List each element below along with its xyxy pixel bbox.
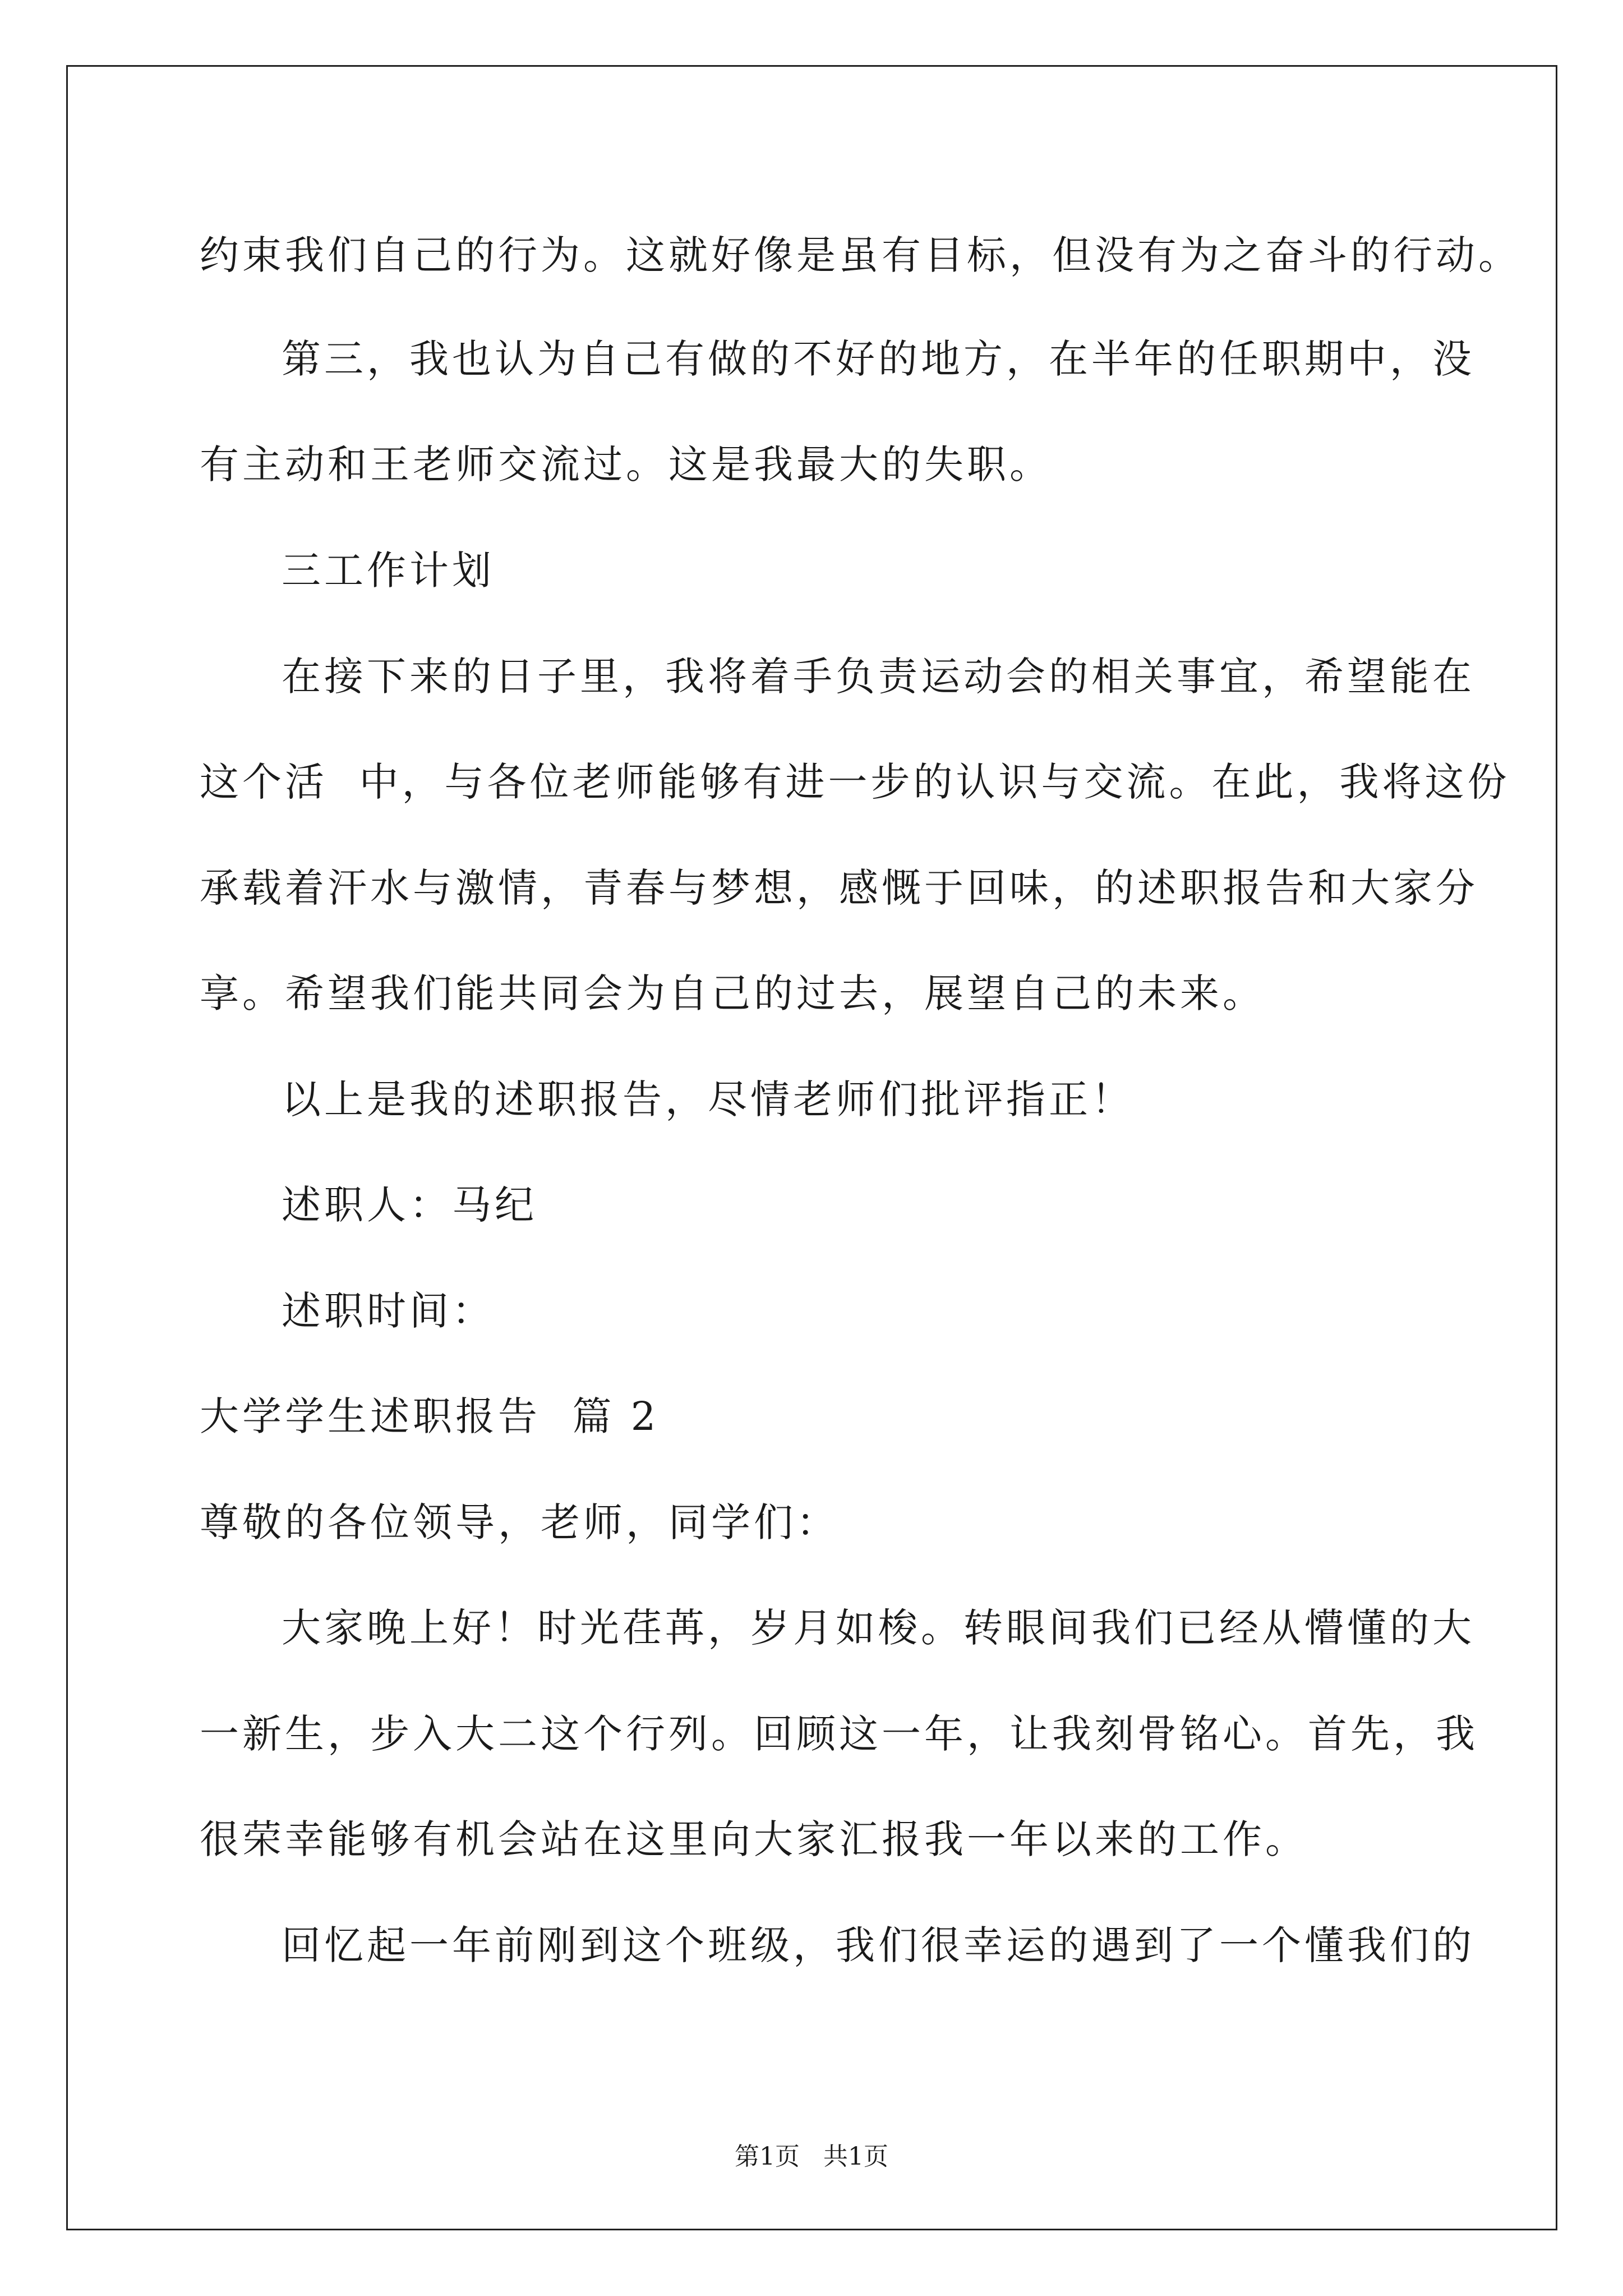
article-title: 大学学生述职报告 篇 2: [200, 1393, 660, 1439]
text-line-3: 有主动和王老师交流过。这是我最大的失职。: [200, 441, 1052, 487]
text-line-16: 很荣幸能够有机会站在这里向大家汇报我一年以来的工作。: [200, 1816, 1308, 1862]
salutation: 尊敬的各位领导，老师，同学们：: [200, 1499, 839, 1545]
page-border: [66, 65, 1557, 2230]
section-heading-work-plan: 三工作计划: [282, 547, 495, 593]
text-line-14: 大家晚上好！时光荏苒，岁月如梭。转眼间我们已经从懵懂的大: [282, 1605, 1475, 1651]
text-line-1: 约束我们自己的行为。这就好像是虽有目标，但没有为之奋斗的行动。: [200, 232, 1521, 278]
text-line-2: 第三，我也认为自己有做的不好的地方，在半年的任职期中，没: [282, 336, 1475, 382]
page-footer: 第1页 共1页: [735, 2142, 888, 2171]
text-line-17: 回忆起一年前刚到这个班级，我们很幸运的遇到了一个懂我们的: [282, 1922, 1475, 1968]
text-line-15: 一新生，步入大二这个行列。回顾这一年，让我刻骨铭心。首先，我: [200, 1711, 1478, 1757]
text-line-5: 在接下来的日子里，我将着手负责运动会的相关事宜，希望能在: [282, 654, 1475, 700]
text-line-7: 承载着汗水与激情，青春与梦想，感慨于回味，的述职报告和大家分: [200, 865, 1478, 911]
text-line-9: 以上是我的述职报告，尽情老师们批评指正！: [282, 1076, 1134, 1122]
text-line-6: 这个活 中，与各位老师能够有进一步的认识与交流。在此，我将这份: [200, 759, 1510, 805]
reporter-name: 述职人：马纪: [282, 1182, 537, 1228]
report-time: 述职时间：: [282, 1288, 495, 1334]
text-line-8: 享。希望我们能共同会为自己的过去，展望自己的未来。: [200, 970, 1265, 1016]
